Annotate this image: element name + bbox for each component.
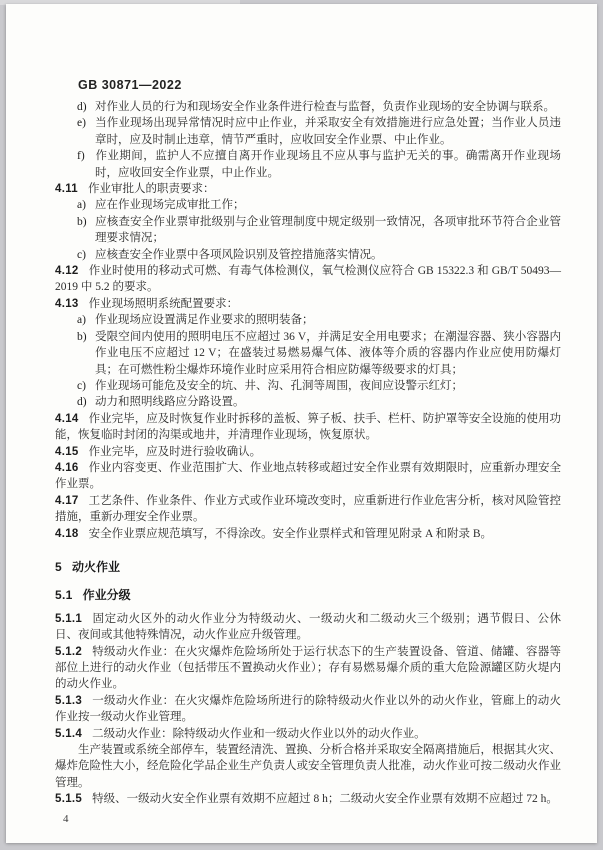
item-label: f) — [77, 150, 85, 163]
clause-4-12 — [55, 263, 561, 296]
item-label: d) — [77, 101, 87, 113]
clause-number: 4.17 — [55, 494, 79, 507]
clause-number: 4.11 — [55, 183, 78, 196]
clause-text: 工艺条件、作业条件、作业方式或作业环境改变时，应重新进行作业危害分析，核对风险管控措施，重新办理安全作业票。 — [55, 494, 561, 524]
clause-number: 4.12 — [55, 265, 79, 278]
list-item-d — [55, 99, 561, 115]
item-label: a) — [77, 314, 86, 327]
list-item-d — [55, 394, 561, 410]
clause-text: 作业现场照明系统配置要求： — [88, 297, 239, 310]
clause-text: 作业审批人的职责要求： — [87, 183, 215, 196]
list-item-f — [55, 148, 561, 181]
clause-text: 应核查安全作业票中各项风险识别及管控措施落实情况。 — [95, 248, 383, 261]
clause-text: 作业现场可能危及安全的坑、井、沟、孔洞等周围，夜间应设警示红灯； — [95, 379, 463, 392]
clause-4-16 — [55, 460, 561, 493]
clause-text: 作业现场应设置满足作业要求的照明装备； — [95, 314, 314, 327]
page-number: 4 — [63, 812, 69, 825]
clause-text: 生产装置或系统全部停车，装置经清洗、置换、分析合格并采取安全隔离措施后，根据其火灾、爆炸危险性大小，经危险化学品企业生产负责人或安全管理负责人批准，动火作业可按二级动火作业管理。 — [55, 744, 561, 789]
list-item-e — [55, 115, 561, 148]
clause-number: 5.1.4 — [55, 727, 83, 740]
list-item-b — [55, 329, 561, 378]
clause-text: 作业内容变更、作业范围扩大、作业地点转移或超过安全作业票有效期限时，应重新办理安全作业票。 — [55, 461, 561, 491]
clause-number: 4.14 — [55, 412, 79, 425]
paragraph-24 — [55, 742, 561, 791]
clause-number: 4.13 — [55, 297, 79, 310]
clause-text: 应核查安全作业票审批级别与企业管理制度中规定级别一致情况，各项审批环节符合企业管理要求情况； — [95, 215, 561, 245]
clause-5-1-4 — [55, 726, 561, 742]
clause-text: 安全作业票应规范填写，不得涂改。安全作业票样式和管理见附录 A 和附录 B。 — [88, 527, 493, 540]
document-page — [6, 4, 597, 843]
clause-text: 作业完毕，应及时恢复作业时拆移的盖板、箅子板、扶手、栏杆、防护罩等安全设施的使用功能，恢复临时封闭的沟渠或地井，并清理作业现场，恢复原状。 — [55, 412, 561, 442]
clause-text: 动火作业 — [71, 559, 120, 574]
clause-5-1-3 — [55, 693, 561, 726]
list-item-b — [55, 214, 561, 247]
subsection-heading-5-1 — [55, 587, 561, 603]
clause-4-18 — [55, 526, 561, 542]
item-label: d) — [77, 396, 87, 409]
item-label: a) — [77, 199, 86, 212]
item-label: e) — [77, 117, 86, 130]
clause-text: 一级动火作业：在火灾爆炸危险场所进行的除特级动火作业以外的动火作业，管廊上的动火作业按一级动火作业管理。 — [55, 694, 561, 724]
clause-text: 作业时使用的移动式可燃、有毒气体检测仪，氧气检测仪应符合 GB 15322.3 和 GB/T 50493—2019 中 5.2 的要求。 — [55, 265, 561, 294]
clause-text: 二级动火作业：除特级动火作业和一级动火作业以外的动火作业。 — [92, 727, 426, 740]
clause-text: 受限空间内使用的照明电压不应超过 36 V，并满足安全用电要求；在潮湿容器、狭小容器内作业电压不应超过 12 V；在盛装过易燃易爆气体、液体等介质的容器内作业应使用防爆灯具；在可燃性粉尘爆炸环境作业时应采用符合相应防爆等级要求的灯具； — [95, 330, 561, 376]
list-item-c — [55, 378, 561, 394]
clause-text: 当作业现场出现异常情况时应中止作业，并采取安全有效措施进行应急处置；当作业人员违章时，应及时制止违章，情节严重时，应收回安全作业票、中止作业。 — [95, 117, 561, 146]
list-item-a — [55, 197, 561, 213]
clause-text: 作业期间，监护人不应擅自离开作业现场且不应从事与监护无关的事。确需离开作业现场时，应收回安全作业票，中止作业。 — [95, 150, 561, 179]
list-item-a — [55, 312, 561, 328]
clause-4-17 — [55, 493, 561, 526]
clause-4-11 — [55, 181, 561, 197]
clause-number: 5.1.2 — [55, 645, 83, 658]
clause-number: 4.18 — [55, 527, 79, 540]
clause-text: 动力和照明线路应分路设置。 — [95, 396, 245, 409]
item-label: c) — [77, 248, 86, 261]
clause-number: 5 — [55, 559, 62, 574]
clause-text: 固定动火区外的动火作业分为特级动火、一级动火和二级动火三个级别；遇节假日、公休日、夜间或其他特殊情况，动火作业应升级管理。 — [55, 612, 561, 642]
clause-number: 5.1.1 — [55, 612, 83, 625]
standard-number-header: GB 30871—2022 — [78, 78, 182, 92]
clause-number: 5.1.5 — [55, 793, 83, 806]
clause-number: 5.1 — [55, 588, 73, 603]
clause-4-15 — [55, 444, 561, 460]
clause-text: 特级、一级动火安全作业票有效期不应超过 8 h；二级动火安全作业票有效期不应超过 72 h。 — [92, 793, 558, 806]
clause-text: 特级动火作业：在火灾爆炸危险场所处于运行状态下的生产装置设备、管道、储罐、容器等部位上进行的动火作业（包括带压不置换动火作业）；存有易燃易爆介质的重大危险源罐区防火堤内的动火作业。 — [55, 645, 561, 691]
clause-text: 对作业人员的行为和现场安全作业条件进行检查与监督，负责作业现场的安全协调与联系。 — [95, 101, 555, 113]
clause-text: 作业完毕，应及时进行验收确认。 — [88, 445, 262, 458]
list-item-c — [55, 247, 561, 263]
clause-4-14 — [55, 411, 561, 444]
clause-5-1-5 — [55, 791, 561, 807]
clause-number: 5.1.3 — [55, 694, 83, 707]
item-label: b) — [77, 215, 87, 228]
section-heading-5 — [55, 559, 561, 575]
item-label: b) — [77, 330, 87, 343]
document-body — [55, 99, 561, 808]
clause-text: 应在作业现场完成审批工作； — [95, 199, 245, 212]
clause-text: 作业分级 — [82, 588, 131, 603]
page-content — [6, 4, 597, 825]
clause-4-13 — [55, 296, 561, 312]
item-label: c) — [77, 379, 86, 392]
clause-5-1-1 — [55, 611, 561, 644]
clause-5-1-2 — [55, 644, 561, 693]
clause-number: 4.15 — [55, 445, 79, 458]
clause-number: 4.16 — [55, 461, 79, 474]
